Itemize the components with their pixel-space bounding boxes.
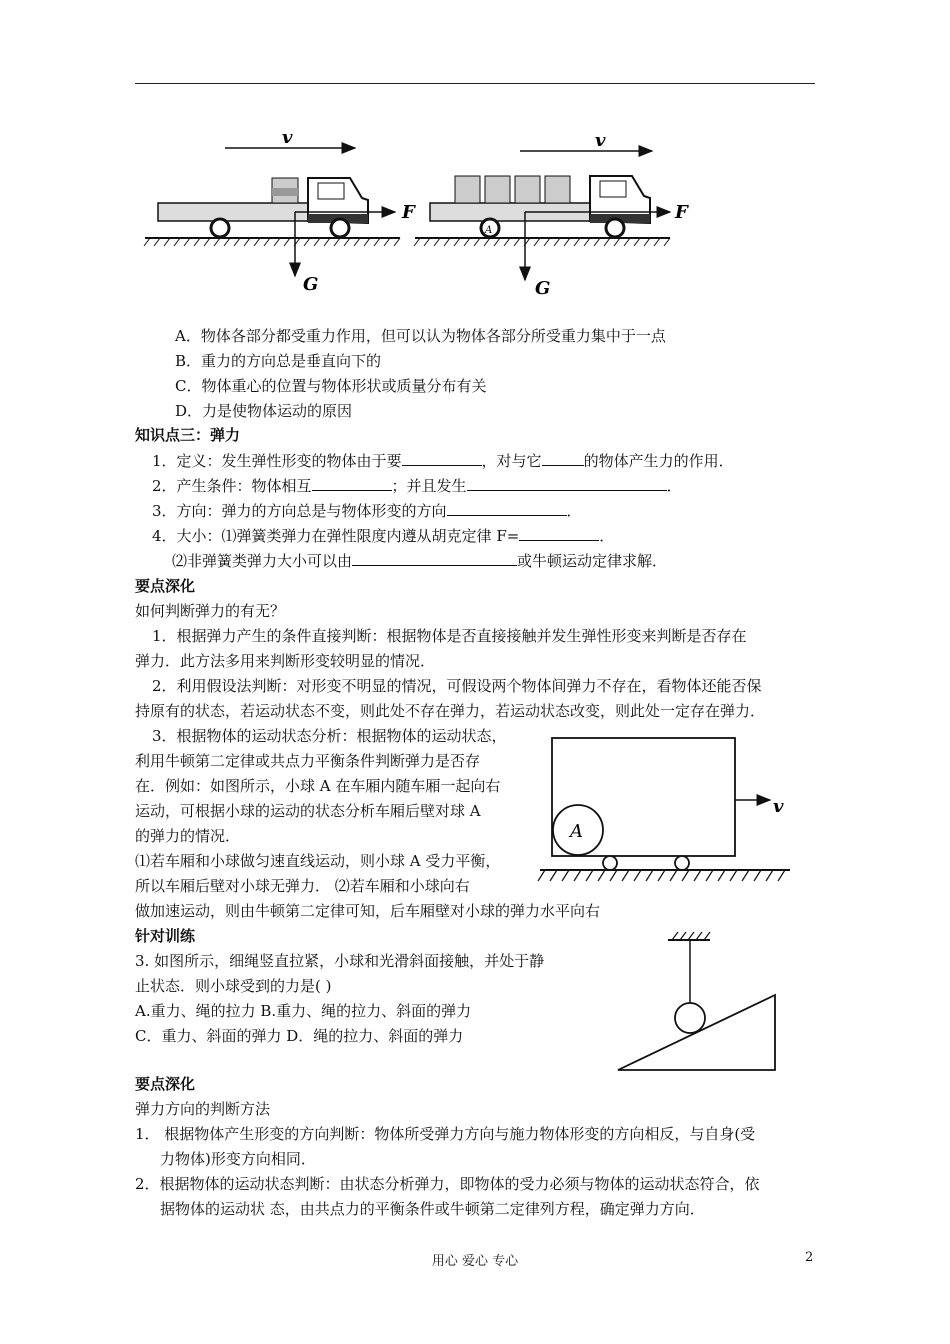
wheel-label: A — [485, 225, 493, 236]
deep1-question: 如何判断弹力的有无？ — [135, 602, 286, 620]
carriage-v-label: v — [773, 796, 784, 817]
section3-item1: 1．定义：发生弹性形变的物体由于要 ，对与它 的物体产生力的作用． — [152, 452, 734, 470]
section3-item4: 4．大小：⑴弹簧类弹力在弹性限度内遵从胡克定律 F= ． — [152, 527, 615, 545]
section3-item2: 2．产生条件：物体相互 ；并且发生 ． — [152, 477, 682, 495]
header-rule — [135, 83, 815, 84]
truck-right — [414, 130, 689, 299]
force-label: F — [402, 202, 415, 223]
training-opt-cd: C．重力、斜面的弹力 D．绳的拉力、斜面的弹力 — [135, 1027, 464, 1045]
section3-title: 知识点三：弹力 — [135, 426, 241, 444]
section3-item4b: ⑵非弹簧类弹力大小可以由 或牛顿运动定律求解． — [172, 552, 668, 570]
page-number: 2 — [805, 1250, 814, 1265]
trucks-figure — [140, 118, 700, 303]
deep2-p1-l2: 力物体)形变方向相同． — [160, 1150, 316, 1168]
deep2-title: 要点深化 — [135, 1075, 196, 1093]
velocity-label-2: v — [595, 130, 606, 151]
deep1-p3-l2: 利用牛顿第二定律或共点力平衡条件判断弹力是否存 — [135, 752, 481, 770]
deep2-p2-l1: 2．根据物体的运动状态判断：由状态分析弹力，即物体的受力必须与物体的运动状态符合，依 — [135, 1175, 760, 1193]
truck-left — [144, 127, 416, 295]
deep1-title: 要点深化 — [135, 577, 196, 595]
deep1-p3-l4: 运动，可根据小球的运动的状态分析车厢后壁对球 A — [135, 802, 481, 820]
training-q-l1: 3. 如图所示，细绳竖直拉紧，小球和光滑斜面接触，并处于静 — [135, 952, 545, 970]
force-label-2: F — [675, 202, 688, 223]
deep1-p3-l5: 的弹力的情况． — [135, 827, 241, 845]
option-c: C．物体重心的位置与物体形状或质量分布有关 — [175, 377, 487, 395]
option-a: A．物体各部分都受重力作用，但可以认为物体各部分所受重力集中于一点 — [175, 327, 666, 345]
deep2-p2-l2: 据物体的运动状 态，由共点力的平衡条件或牛顿第二定律列方程，确定弹力方向． — [160, 1200, 705, 1218]
deep1-p3-l1: 3．根据物体的运动状态分析：根据物体的运动状态， — [152, 727, 507, 745]
deep1-p3-l6: ⑴若车厢和小球做匀速直线运动，则小球 A 受力平衡， — [135, 852, 501, 870]
deep1-p3-l7: 所以车厢后壁对小球无弹力． ⑵若车厢和小球向右 — [135, 877, 470, 895]
training-q-l2: 止状态．则小球受到的力是( ) — [135, 977, 332, 995]
ball — [675, 1003, 705, 1033]
gravity-label: G — [303, 274, 319, 295]
deep1-p3-l8: 做加速运动，则由牛顿第二定律可知，后车厢壁对小球的弹力水平向右 — [135, 902, 601, 920]
section3-item3: 3．方向：弹力的方向总是与物体形变的方向 ． — [152, 502, 582, 520]
carriage-figure — [535, 730, 795, 890]
deep1-p3-l3: 在．例如：如图所示，小球 A 在车厢内随车厢一起向右 — [135, 777, 501, 795]
deep2-subtitle: 弹力方向的判断方法 — [135, 1100, 271, 1118]
velocity-label: v — [282, 127, 293, 148]
gravity-label-2: G — [535, 278, 551, 299]
option-d: D．力是使物体运动的原因 — [175, 402, 353, 420]
training-opt-ab: A.重力、绳的拉力 B.重力、绳的拉力、斜面的弹力 — [135, 1002, 472, 1020]
footer-text: 用心 爱心 专心 — [431, 1254, 519, 1269]
deep1-p1-l2: 弹力．此方法多用来判断形变较明显的情况． — [135, 652, 436, 670]
deep2-p1-l1: 1． 根据物体产生形变的方向判断：物体所受弹力方向与施力物体形变的方向相反，与自身(受 — [135, 1125, 756, 1143]
training-title: 针对训练 — [135, 927, 196, 945]
slope-figure — [610, 928, 790, 1073]
ball-a-label: A — [570, 821, 583, 842]
deep1-p1-l1: 1．根据弹力产生的条件直接判断：根据物体是否直接接触并发生弹性形变来判断是否存在 — [152, 627, 747, 645]
deep1-p2-l2: 持原有的状态，若运动状态不变，则此处不存在弹力，若运动状态改变，则此处一定存在弹力． — [135, 702, 766, 720]
option-b: B．重力的方向总是垂直向下的 — [175, 352, 382, 370]
deep1-p2-l1: 2．利用假设法判断：对形变不明显的情况，可假设两个物体间弹力不存在，看物体还能否保 — [152, 677, 762, 695]
